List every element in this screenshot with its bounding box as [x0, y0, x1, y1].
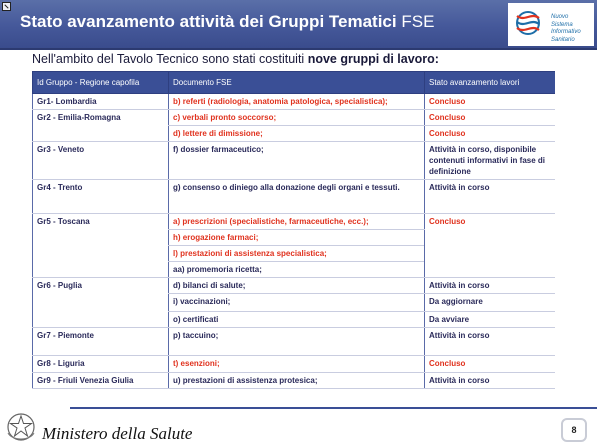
status-cell: Attività in corso — [425, 278, 556, 294]
group-cell: Gr5 - Toscana — [33, 214, 169, 278]
table-row — [33, 328, 556, 356]
document-cell: p) taccuino; — [169, 328, 425, 356]
document-cell: g) consenso o diniego alla donazione degli organi e tessuti. — [169, 180, 425, 214]
table-row — [33, 214, 556, 230]
status-cell: Da aggiornare — [425, 294, 556, 312]
logo-line: Nuovo — [551, 14, 569, 20]
document-cell: l) prestazioni di assistenza specialistica; — [169, 246, 425, 262]
status-cell: Concluso — [425, 110, 556, 126]
table-header-row — [33, 72, 556, 94]
intro-bold: nove gruppi di lavoro: — [307, 52, 439, 66]
nsis-logo-icon — [511, 8, 545, 38]
table-body — [33, 94, 556, 389]
table-row — [33, 142, 556, 180]
nsis-logo-text — [551, 14, 581, 44]
document-cell: b) referti (radiologia, anatomia patologica, specialistica); — [169, 94, 425, 110]
ministry-signature: Ministero della Salute — [42, 424, 193, 443]
table-row — [33, 94, 556, 110]
document-cell: u) prestazioni di assistenza protesica; — [169, 373, 425, 389]
slide-title — [20, 12, 434, 32]
status-cell: Concluso — [425, 94, 556, 110]
status-cell: Da avviare — [425, 312, 556, 328]
status-cell: Attività in corso — [425, 328, 556, 356]
document-cell: o) certificati — [169, 312, 425, 328]
document-cell: i) vaccinazioni; — [169, 294, 425, 312]
logo-line: Informativo — [551, 29, 581, 35]
status-cell: Attività in corso — [425, 180, 556, 214]
table-row — [33, 373, 556, 389]
group-cell: Gr4 - Trento — [33, 180, 169, 214]
footer-divider — [70, 407, 597, 409]
logo-line: Sistema — [551, 21, 573, 28]
slide-title-suffix: FSE — [401, 12, 435, 31]
groups-table-container — [32, 71, 555, 414]
group-cell: Gr1- Lombardia — [33, 94, 169, 110]
table-row — [33, 180, 556, 214]
document-cell: c) verbali pronto soccorso; — [169, 110, 425, 126]
table-row — [33, 356, 556, 373]
logo-line: Sanitario — [551, 36, 575, 43]
italian-republic-emblem-icon — [3, 409, 39, 445]
document-cell: aa) promemoria ricetta; — [169, 262, 425, 278]
window-close-icon[interactable] — [2, 2, 11, 11]
slide-title-main: Stato avanzamento attività dei Gruppi Tematici — [20, 12, 397, 31]
group-cell: Gr7 - Piemonte — [33, 328, 169, 356]
status-cell: Attività in corso — [425, 373, 556, 389]
table-row — [33, 278, 556, 294]
status-cell: Attività in corso, disponibile contenuti informativi in fase di definizione — [425, 142, 556, 180]
status-cell: Concluso — [425, 356, 556, 373]
document-cell: f) dossier farmaceutico; — [169, 142, 425, 180]
document-cell: t) esenzioni; — [169, 356, 425, 373]
slide-header — [0, 0, 597, 50]
intro-text — [32, 52, 439, 66]
document-cell: a) prescrizioni (specialistiche, farmaceutiche, ecc.); — [169, 214, 425, 230]
group-cell: Gr8 - Liguria — [33, 356, 169, 373]
status-cell: Concluso — [425, 126, 556, 142]
groups-table — [32, 71, 555, 389]
group-cell: Gr3 - Veneto — [33, 142, 169, 180]
page-number: 8 — [561, 418, 587, 442]
group-cell: Gr9 - Friuli Venezia Giulia — [33, 373, 169, 389]
column-header-document: Documento FSE — [169, 72, 425, 94]
nsis-logo — [508, 3, 594, 46]
document-cell: d) lettere di dimissione; — [169, 126, 425, 142]
intro-prefix: Nell'ambito del Tavolo Tecnico sono stati costituiti — [32, 52, 308, 66]
group-cell: Gr6 - Puglia — [33, 278, 169, 328]
status-cell: Concluso — [425, 214, 556, 278]
document-cell: h) erogazione farmaci; — [169, 230, 425, 246]
column-header-group: Id Gruppo - Regione capofila — [33, 72, 169, 94]
group-cell: Gr2 - Emilia-Romagna — [33, 110, 169, 142]
table-row — [33, 110, 556, 126]
document-cell: d) bilanci di salute; — [169, 278, 425, 294]
column-header-status: Stato avanzamento lavori — [425, 72, 556, 94]
